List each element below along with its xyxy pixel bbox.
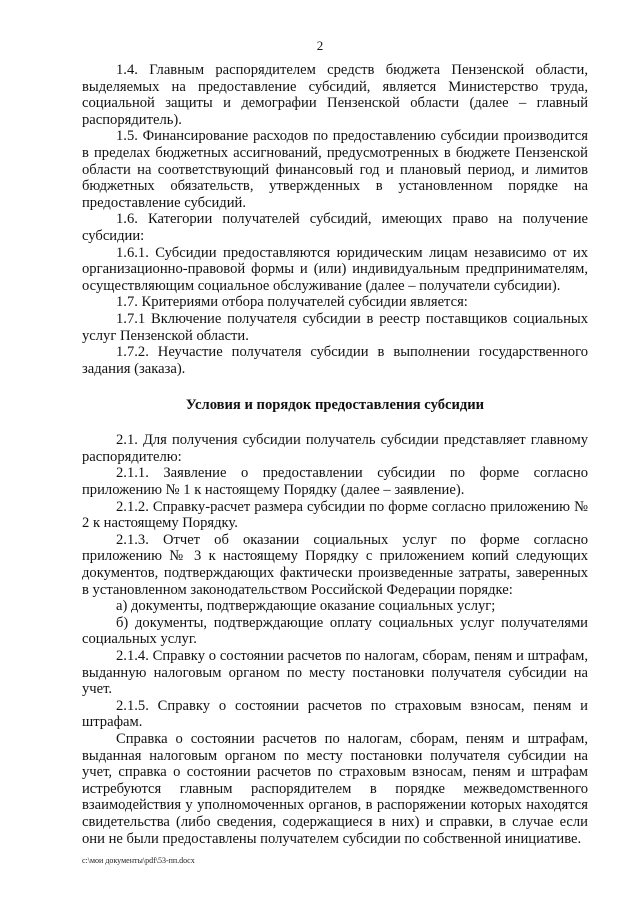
paragraph-1-4: 1.4. Главным распорядителем средств бюджета Пензенской области, выделяемых на предоставление субсидий, является Министерство труда, социальной защиты и демографии Пензенской области (далее – главный распорядитель).: [82, 62, 588, 128]
paragraph-1-5: 1.5. Финансирование расходов по предоставлению субсидии производится в пределах бюджетных ассигнований, предусмотренных в бюджете Пензенской области на соответствующий финансовый год и плановый период, и лимитов бюджетных обязательств, утвержденных в установленном порядке на предоставление субсидий.: [82, 128, 588, 211]
paragraph-1-6: 1.6. Категории получателей субсидий, имеющих право на получение субсидии:: [82, 211, 588, 244]
paragraph-2-1: 2.1. Для получения субсидии получатель субсидии представляет главному распорядителю:: [82, 432, 588, 465]
paragraph-item-b: б) документы, подтверждающие оплату социальных услуг получателями социальных услуг.: [82, 614, 588, 648]
document-body: [82, 62, 588, 847]
paragraph-1-7-2: 1.7.2. Неучастие получателя субсидии в выполнении государственного задания (заказа).: [82, 344, 588, 377]
page-number: 2: [316, 38, 324, 53]
section-heading: Условия и порядок предоставления субсидии: [185, 397, 485, 414]
paragraph-2-1-2: 2.1.2. Справку-расчет размера субсидии по форме согласно приложению № 2 к настоящему Порядку.: [82, 498, 588, 532]
paragraph-1-7: 1.7. Критериями отбора получателей субсидии является:: [116, 294, 468, 311]
paragraph-2-1-1: 2.1.1. Заявление о предоставлении субсидии по форме согласно приложению № 1 к настоящему Порядку (далее – заявление).: [82, 465, 588, 499]
paragraph-certificates: Справка о состоянии расчетов по налогам, сборам, пеням и штрафам, выданная налоговым органом по месту постановки получателя субсидии на учет, справка о состоянии расчетов по страховым взносам, пеням и штрафам истребуются главным распорядителем в порядке межведомственного взаимодействия у уполномоченных органов, в распоряжении которых находятся свидетельства (либо сведения, содержащиеся в них) и справки, в случае если они не были предоставлены получателем субсидии по собственной инициативе.: [82, 730, 588, 847]
paragraph-1-7-1: 1.7.1 Включение получателя субсидии в реестр поставщиков социальных услуг Пензенской области.: [82, 310, 588, 344]
paragraph-2-1-4: 2.1.4. Справку о состоянии расчетов по налогам, сборам, пеням и штрафам, выданную налоговым органом по месту постановки получателя субсидии на учет.: [82, 648, 588, 698]
paragraph-item-a: а) документы, подтверждающие оказание социальных услуг;: [116, 598, 496, 615]
paragraph-2-1-3: 2.1.3. Отчет об оказании социальных услуг по форме согласно приложению № 3 к настоящему Порядку с приложением копий следующих документов, подтверждающих фактически произведенные затраты, заверенных в установленном законодательством Российской Федерации порядке:: [82, 531, 588, 598]
paragraph-2-1-5: 2.1.5. Справку о состоянии расчетов по страховым взносам, пеням и штрафам.: [82, 697, 588, 731]
paragraph-1-6-1: 1.6.1. Субсидии предоставляются юридическим лицам независимо от их организационно-правовой формы и (или) индивидуальным предпринимателям, осуществляющим социальное обслуживание (далее – получатели субсидии).: [82, 244, 588, 294]
file-path-footer: c:\мои документы\pdf\53-пп.docx: [82, 856, 195, 865]
